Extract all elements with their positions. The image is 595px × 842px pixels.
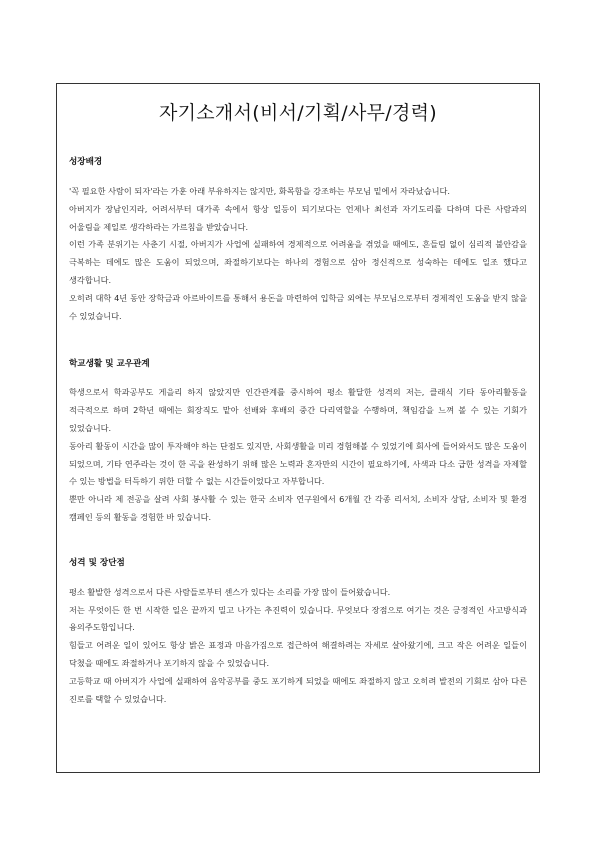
paragraph: 힘들고 어려운 일이 있어도 항상 밝은 표정과 마음가짐으로 접근하여 해결하려는 자세로 살아왔기에, 크고 작은 어려운 일들이 닥쳤을 때에도 좌절하거나 포기하지 않을 수 있었습니다. xyxy=(69,640,527,668)
paragraph: '꼭 필요한 사람이 되자'라는 가훈 아래 부유하지는 않지만, 화목함을 강조하는 부모님 밑에서 자라났습니다. xyxy=(69,186,451,196)
section-heading-personality: 성격 및 장단점 xyxy=(69,557,125,568)
paragraph: 저는 무엇이든 한 번 시작한 일은 끝까지 밀고 나가는 추진력이 있습니다. 무엇보다 장점으로 여기는 것은 긍정적인 사고방식과 융의주도함입니다. xyxy=(69,604,527,633)
paragraph: 학생으로서 학과공부도 게을리 하지 않았지만 인간관계를 중시하여 평소 활달한 성격의 저는, 클래식 기타 동아리활동을 적극적으로 하며 2학년 때에는 회장직도 맡아 선배와 후배의 중간 다리역할을 수행하며, 책임감을 느껴 볼 수 있는 기회가 있었습니다. xyxy=(69,387,527,433)
section-personality xyxy=(69,557,527,709)
paragraph: 이런 가족 분위기는 사춘기 시절, 아버지가 사업에 실패하여 경제적으로 어려움을 겪었을 때에도, 흔들림 없이 심리적 불안감을 극복하는 데에도 많은 도움이 되었으며, 좌절하기보다는 하나의 경험으로 삼아 정신적으로 성숙하는 데에도 일조 했다고 생각합니다. xyxy=(69,239,527,285)
paragraph: 고등학교 때 아버지가 사업에 실패하여 음악공부를 중도 포기하게 되었을 때에도 좌절하지 않고 오히려 발전의 기회로 삼아 다른 진로를 택할 수 있었습니다. xyxy=(69,675,527,704)
paragraph: 평소 활발한 성격으로서 다른 사람들로부터 센스가 있다는 소리를 가장 많이 들어왔습니다. xyxy=(69,586,391,597)
paragraph: 아버지가 장남인지라, 어려서부터 대가족 속에서 항상 일등이 되기보다는 언제나 최선과 자기도리를 다하며 다른 사람과의 어울림을 제일로 생각하라는 가르침을 받았습니다. xyxy=(69,203,527,232)
section-school xyxy=(69,358,527,526)
section-body-personality xyxy=(69,584,527,709)
paragraph: 뿐만 아니라 제 전공을 살려 사회 봉사활 수 있는 한국 소비자 연구원에서 6개월 간 각종 리서치, 소비자 상담, 소비자 및 환경 캠페인 등의 활동을 경험한 바 있습니다. xyxy=(69,494,527,522)
paragraph: 동아리 활동이 시간을 많이 투자해야 하는 단점도 있지만, 사회생활을 미리 경험해볼 수 있었기에 회사에 들어와서도 많은 도움이 되었으며, 기타 연주라는 것이 한 곡을 완성하기 위해 많은 노력과 혼자만의 시간이 필요하기에, 사색과 다소 급한 성격을 자제할 수 있는 방법을 터득하기 위한 더할 수 없는 시간들이었다고 자부합니다. xyxy=(69,440,527,487)
paragraph: 오히려 대학 4년 동안 장학금과 아르바이트를 통해서 용돈을 마련하여 입학금 외에는 부모님으로부터 경제적인 도움을 받지 않을 수 있었습니다. xyxy=(69,292,527,321)
section-growth xyxy=(69,156,527,325)
section-body-growth xyxy=(69,183,527,325)
document-title: 자기소개서(비서/기획/사무/경력) xyxy=(158,102,438,124)
section-heading-school: 학교생활 및 교우관계 xyxy=(69,359,150,370)
section-heading-growth: 성장배경 xyxy=(69,157,103,167)
document-frame xyxy=(56,83,540,773)
section-body-school xyxy=(69,384,527,526)
